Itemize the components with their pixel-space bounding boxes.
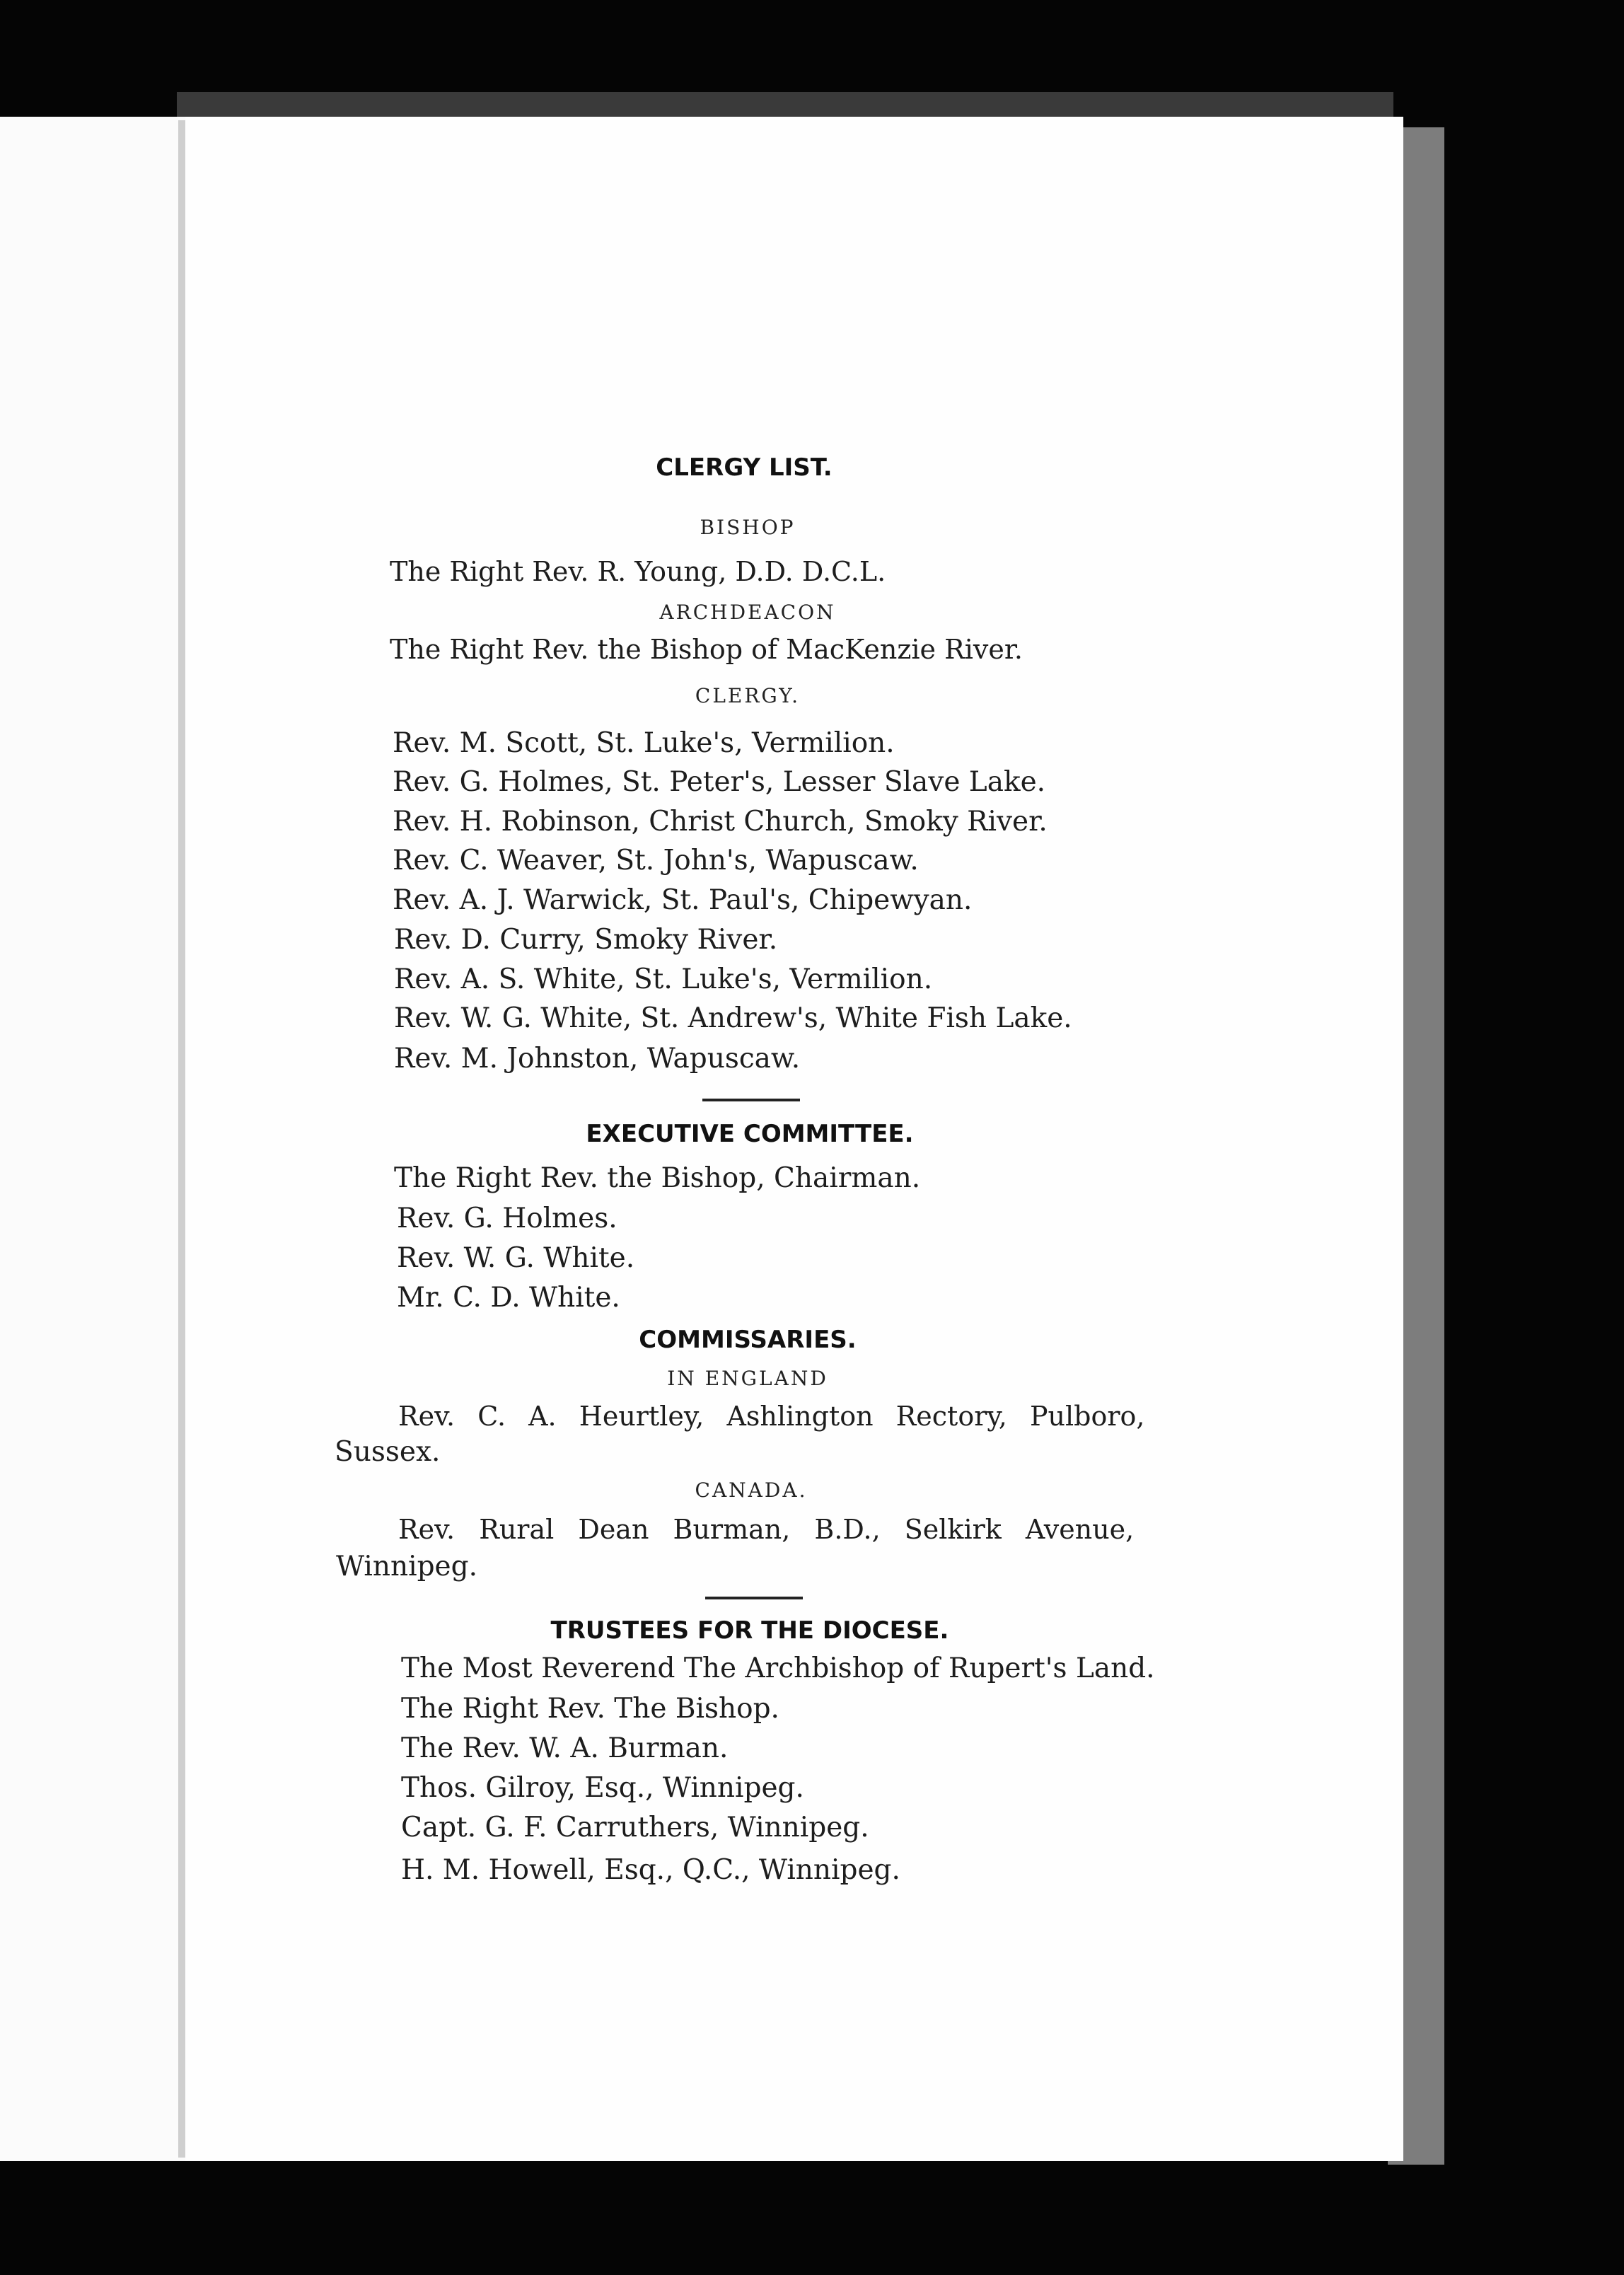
in-england-heading: IN ENGLAND [667,1367,828,1390]
clergy-item: Rev. M. Scott, St. Luke's, Vermilion. [393,727,895,759]
clergy-item: Rev. A. J. Warwick, St. Paul's, Chipewyan. [393,884,973,916]
clergy-heading: CLERGY. [695,684,801,707]
england-commissary: Rev. C. A. Heurtley, Ashlington Rectory, Pulboro, [398,1401,1145,1432]
clergy-item: Rev. A. S. White, St. Luke's, Vermilion. [394,963,933,995]
trustee-item: Thos. Gilroy, Esq., Winnipeg. [401,1772,804,1804]
canada-commissary: Rev. Rural Dean Burman, B.D., Selkirk Avenue, [398,1514,1135,1545]
clergy-item: Rev. C. Weaver, St. John's, Wapuscaw. [393,845,919,876]
section-divider [702,1099,800,1101]
clergy-item: Rev. M. Johnston, Wapuscaw. [394,1043,801,1075]
clergy-item: Rev. W. G. White, St. Andrew's, White Fish Lake. [394,1002,1072,1034]
committee-member: Mr. C. D. White. [397,1282,620,1314]
trustee-item: The Rev. W. A. Burman. [401,1732,729,1764]
section-divider [705,1597,803,1599]
bishop-name: The Right Rev. R. Young, D.D. D.C.L. [390,556,886,587]
clergy-item: Rev. G. Holmes, St. Peter's, Lesser Slave Lake. [393,766,1046,798]
trustee-item: The Right Rev. The Bishop. [401,1693,779,1725]
clergy-list-title: CLERGY LIST. [656,453,833,482]
committee-member: The Right Rev. the Bishop, Chairman. [394,1162,921,1194]
bishop-heading: BISHOP [700,516,796,539]
archdeacon-name: The Right Rev. the Bishop of MacKenzie River. [390,634,1023,665]
top-edge-shadow [177,92,1393,120]
trustee-item: The Most Reverend The Archbishop of Rupert's Land. [401,1652,1155,1684]
clergy-item: Rev. D. Curry, Smoky River. [394,924,778,956]
trustee-item: H. M. Howell, Esq., Q.C., Winnipeg. [401,1854,900,1886]
canada-heading: CANADA. [695,1478,808,1502]
trustee-item: Capt. G. F. Carruthers, Winnipeg. [401,1812,869,1843]
canada-commissary-continued: Winnipeg. [336,1551,477,1582]
committee-member: Rev. G. Holmes. [397,1203,617,1234]
england-commissary-continued: Sussex. [335,1436,441,1468]
executive-committee-title: EXECUTIVE COMMITTEE. [586,1120,914,1148]
commissaries-title: COMMISSARIES. [639,1326,857,1354]
left-facing-page [0,117,199,2161]
committee-member: Rev. W. G. White. [397,1242,635,1274]
archdeacon-heading: ARCHDEACON [659,601,836,624]
clergy-item: Rev. H. Robinson, Christ Church, Smoky River. [393,806,1048,838]
trustees-title: TRUSTEES FOR THE DIOCESE. [550,1616,949,1645]
